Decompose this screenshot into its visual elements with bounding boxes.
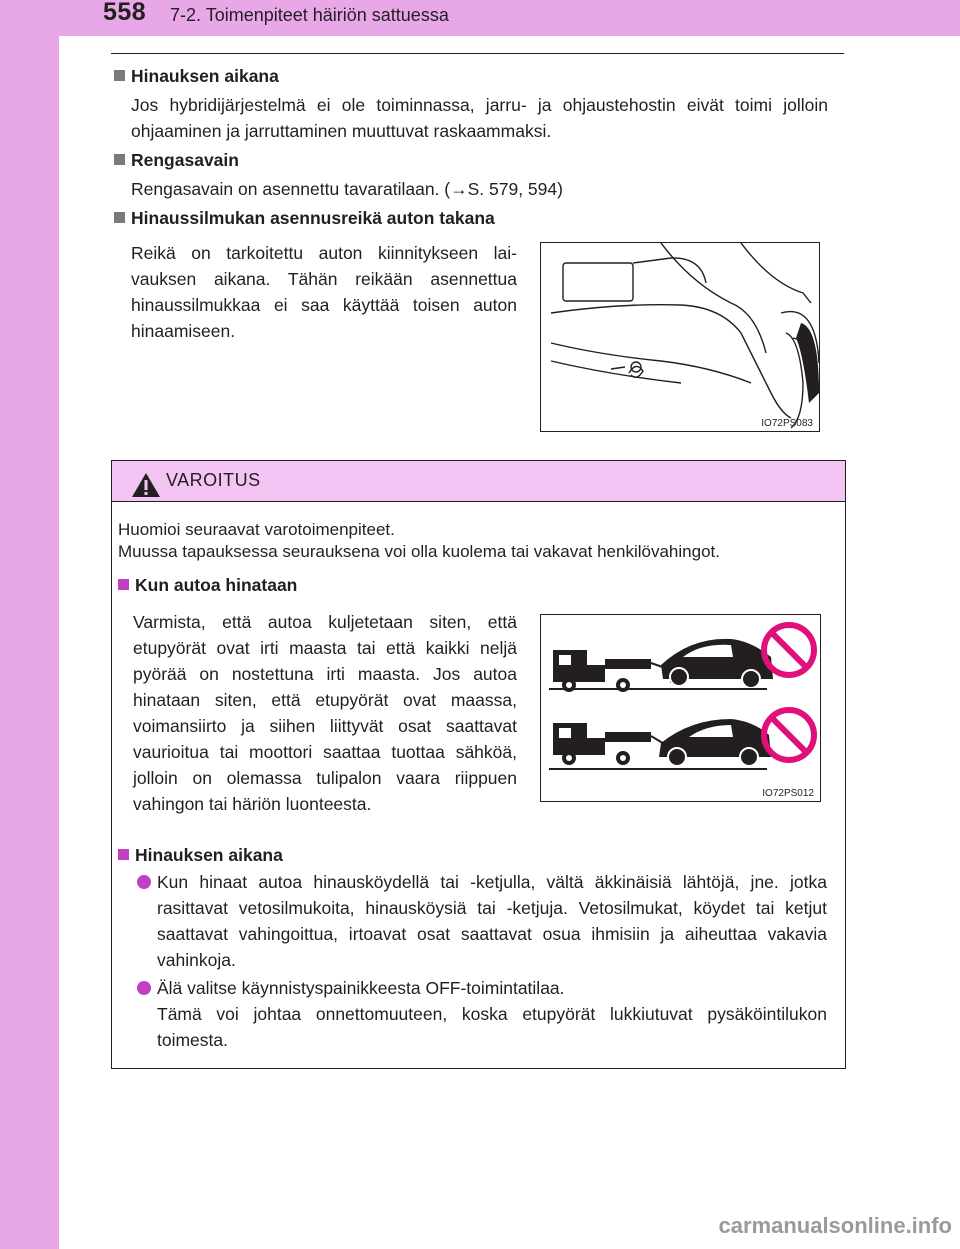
warning-bullet-1: Kun hinaat autoa hinausköydellä tai -ketjulla, vältä äkkinäisiä lähtöjä, jne. jotka rasittavat vetosilmukoita, hinausköysiä tai -ketjuja. Vetosilmukat, köydet tai ketjut saattavat vahingoittua, irtoavat osat saattavat osua ihmisiin ja aiheuttaa vakavia vahinkoja. [157,872,827,970]
side-tab [0,0,59,1249]
warning-sub-text-towed: Varmista, että autoa kuljetetaan siten, että etupyörät ovat irti maasta tai että kaikki neljä pyörää on nostettuna irti maasta. Jos autoa hinataan siten, että etupyörät ovat maassa, voimansiirto ja siihen liittyvät osat saattavat vaurioitua tai moottori saattaa tuottaa sähköä, jolloin on olemassa tulipalon vaara riippuen vahingon tai häriön luonteesta. [133,612,517,814]
tow-hole-figure [540,242,820,432]
square-bullet-icon [114,70,125,81]
section-text-wrench: Rengasavain on asennettu tavaratilaan. (→S. 579, 594) [131,179,563,199]
square-bullet-icon [118,579,129,590]
warning-title: VAROITUS [166,470,261,490]
square-bullet-icon [118,849,129,860]
page-number: 558 [103,0,147,26]
square-bullet-icon [114,154,125,165]
watermark: carmanualsonline.info [718,1213,952,1238]
figure-code: IO72PS012 [762,788,814,799]
warning-box [111,460,846,1069]
square-bullet-icon [114,212,125,223]
warning-header [112,461,845,502]
warning-sub-heading-during-tow: Hinauksen aikana [118,845,283,866]
section-text-towhole: Reikä on tarkoitettu auton kiinnitykseen laivauksen aikana. Tähän reikään asennettua hinaussilmukkaa ei saa käyttää toisen auton hinaamiseen. [131,243,517,341]
warning-intro-1: Huomioi seuraavat varotoimenpiteet. [118,520,395,539]
section-heading-wrench: Rengasavain [114,150,239,171]
towing-figure [540,614,821,802]
warning-bullet-2-line-1: Älä valitse käynnistyspainikkeesta OFF-toimintatilaa. [157,978,565,998]
section-text-towing: Jos hybridijärjestelmä ei ole toiminnassa, jarru- ja ohjaustehostin eivät toimi jolloin ohjaaminen ja jarruttaminen muuttuvat raskaammaksi. [131,95,828,141]
warning-sub-heading-towed: Kun autoa hinataan [118,575,297,596]
figure-code: IO72PS083 [761,418,813,429]
section-heading-towhole: Hinaussilmukan asennusreikä auton takana [114,208,495,229]
section-heading-towing: Hinauksen aikana [114,66,279,87]
car-rear-bumper-illustration [541,243,819,431]
chapter-title: 7-2. Toimenpiteet häiriön sattuessa [170,5,449,25]
round-bullet-icon [137,981,151,995]
header-rule [111,53,844,54]
warning-bullet-2-line-2: Tämä voi johtaa onnettomuuteen, koska etupyörät lukkiutuvat pysäköintilukon toimesta. [157,1004,827,1050]
tow-truck-illustration [541,615,820,801]
warning-triangle-icon [131,472,161,498]
round-bullet-icon [137,875,151,889]
warning-intro-2: Muussa tapauksessa seurauksena voi olla kuolema tai vakavat henkilövahingot. [118,542,720,561]
